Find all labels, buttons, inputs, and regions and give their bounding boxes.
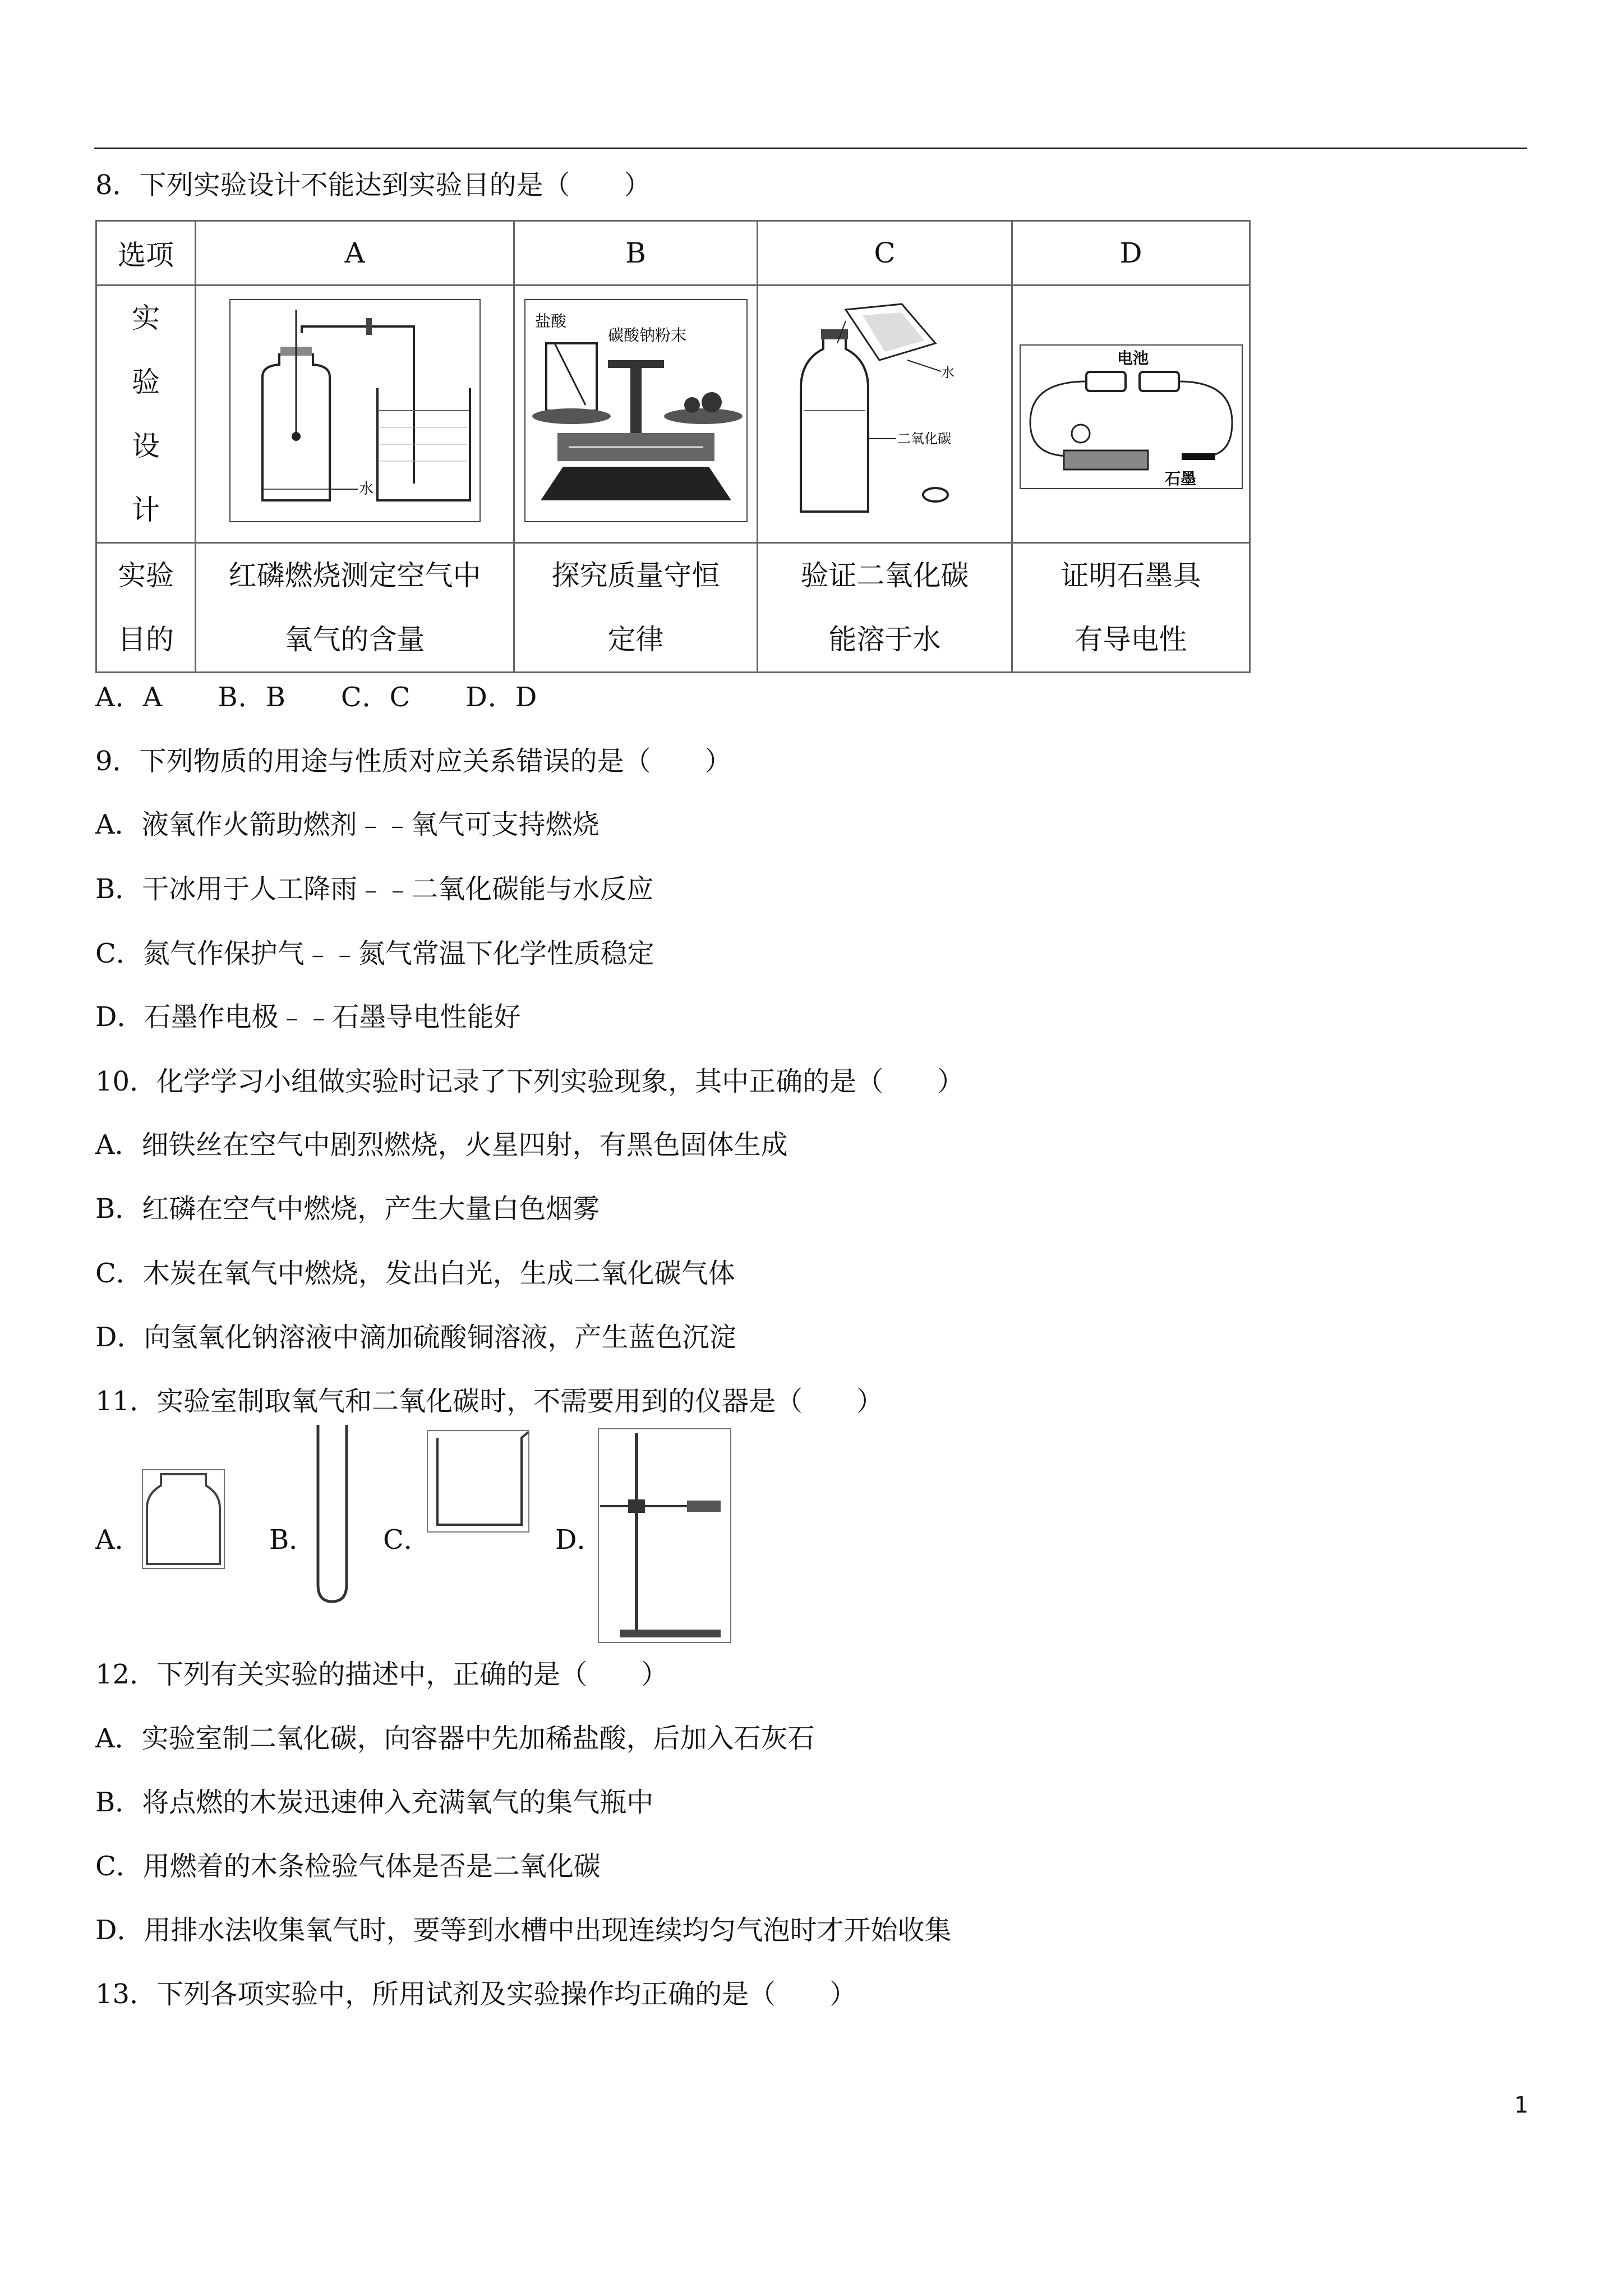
label-water-c: 水: [940, 365, 955, 380]
q11-letter-a: A．: [95, 1524, 142, 1556]
figure-d-cell: [1012, 286, 1250, 543]
q12-option-a: A．实验室制二氧化碳，向容器中先加稀盐酸，后加入石灰石: [95, 1723, 815, 1754]
gas-jar-icon: [141, 1469, 225, 1570]
q11-stem: 11．实验室制取氧气和二氧化碳时，不需要用到的仪器是（ ）: [95, 1386, 884, 1417]
q8-stem: 8．下列实验设计不能达到实验目的是（ ）: [95, 169, 651, 201]
q12-stem: 12．下列有关实验的描述中，正确的是（ ）: [95, 1659, 668, 1690]
purpose-d-line: 证明石墨具: [1061, 559, 1201, 592]
purpose-label-line: 目的: [118, 623, 174, 656]
q12-option-b: B．将点燃的木炭迅速伸入充满氧气的集气瓶中: [95, 1787, 654, 1818]
q11-letter-b: B．: [269, 1524, 316, 1556]
label-graphite: 石墨: [1164, 470, 1196, 488]
col-label-d: D: [1012, 221, 1250, 286]
table-purpose-row: [96, 543, 1250, 673]
col-label-c: C: [758, 221, 1012, 286]
q12-option-c: C．用燃着的木条检验气体是否是二氧化碳: [95, 1851, 601, 1882]
purpose-a: [196, 543, 514, 673]
figure-b-cell: [514, 286, 758, 543]
purpose-d: [1012, 543, 1250, 673]
purpose-c-line: 验证二氧化碳: [800, 559, 969, 592]
label-acid: 盐酸: [534, 312, 566, 330]
purpose-label-line: 实验: [118, 559, 174, 592]
header-rule: [94, 148, 1527, 149]
table-design-row: [96, 286, 1250, 543]
row-header-option: 选项: [96, 221, 196, 286]
page-number: 1: [1514, 2092, 1529, 2118]
q10-option-b: B．红磷在空气中燃烧，产生大量白色烟雾: [95, 1193, 600, 1225]
label-powder: 碳酸钠粉末: [607, 326, 686, 344]
balance-figure: [524, 298, 748, 523]
graphite-circuit-figure: [1019, 344, 1243, 490]
q13-stem: 13．下列各项实验中，所用试剂及实验操作均正确的是（ ）: [95, 1978, 857, 2010]
q10-option-d: D．向氢氧化钠溶液中滴加硫酸铜溶液，产生蓝色沉淀: [95, 1322, 736, 1353]
q9-stem: 9．下列物质的用途与性质对应关系错误的是（ ）: [95, 746, 732, 777]
red-phosphorus-apparatus-figure: [229, 298, 481, 523]
purpose-c: [758, 543, 1012, 673]
design-label-char: 设: [132, 430, 160, 462]
q10-option-c: C．木炭在氧气中燃烧，发出白光，生成二氧化碳气体: [95, 1258, 735, 1289]
beaker-icon: [426, 1429, 530, 1533]
purpose-b-line: 探究质量守恒: [551, 559, 720, 592]
design-label-char: 实: [132, 302, 160, 334]
q8-options: A．A B．B C．C D．D: [95, 682, 538, 713]
q9-option-c: C．氮气作保护气﹣﹣氮气常温下化学性质稳定: [95, 938, 654, 969]
test-tube-icon: [311, 1422, 353, 1607]
purpose-b-line: 定律: [607, 623, 664, 656]
q10-option-a: A．细铁丝在空气中剧烈燃烧，火星四射，有黑色固体生成: [95, 1129, 788, 1161]
purpose-b: [514, 543, 758, 673]
label-co2: 二氧化碳: [897, 431, 951, 447]
purpose-label: [96, 543, 196, 673]
q8-table: [95, 220, 1251, 673]
q10-stem: 10．化学学习小组做实验时记录了下列实验现象，其中正确的是（ ）: [95, 1066, 965, 1097]
q11-letter-d: D．: [555, 1524, 604, 1556]
purpose-a-line: 氧气的含量: [284, 623, 425, 656]
purpose-a-line: 红磷燃烧测定空气中: [228, 559, 481, 592]
col-label-a: A: [196, 221, 514, 286]
q12-option-d: D．用排水法收集氧气时，要等到水槽中出现连续均匀气泡时才开始收集: [95, 1915, 952, 1946]
q11-letter-c: C．: [383, 1524, 431, 1556]
design-label: [96, 286, 196, 543]
design-label-char: 验: [132, 366, 160, 398]
figure-a-cell: [196, 286, 514, 543]
purpose-c-line: 能溶于水: [828, 623, 941, 656]
q9-option-b: B．干冰用于人工降雨﹣﹣二氧化碳能与水反应: [95, 873, 654, 905]
co2-bottle-figure: [773, 298, 997, 523]
table-header-row: [96, 221, 1250, 286]
figure-c-cell: [758, 286, 1012, 543]
design-label-char: 计: [132, 494, 160, 526]
purpose-d-line: 有导电性: [1075, 623, 1187, 656]
iron-stand-icon: [597, 1428, 732, 1644]
label-battery: 电池: [1117, 349, 1149, 367]
q9-option-a: A．液氧作火箭助燃剂﹣﹣氧气可支持燃烧: [95, 809, 600, 840]
label-water-a: 水: [358, 481, 374, 498]
q9-option-d: D．石墨作电极﹣﹣石墨导电性能好: [95, 1001, 521, 1033]
col-label-b: B: [514, 221, 758, 286]
